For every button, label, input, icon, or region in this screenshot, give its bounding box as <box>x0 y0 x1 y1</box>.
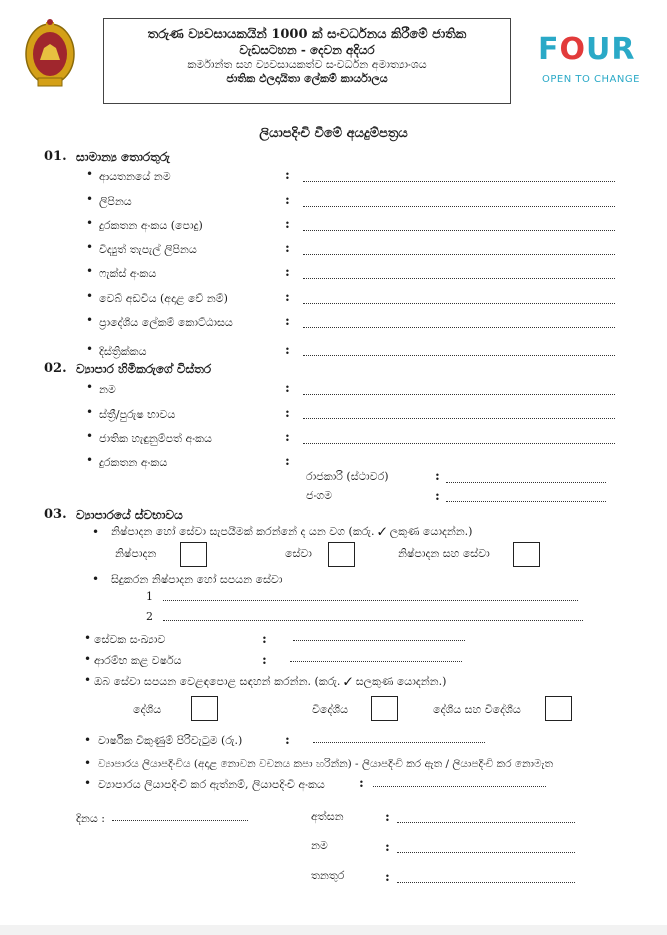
colon: : <box>285 265 290 280</box>
field-label-fax: ෆැක්ස් අංකය <box>99 267 157 280</box>
header-line-1: තරුණ ව්‍යවසායකයින් 1000 ක් සංවර්ධනය කිරීමේ ජාතික <box>147 27 467 42</box>
section-2-number: 02. <box>44 361 67 376</box>
market-local-checkbox[interactable] <box>191 696 218 721</box>
option-products-label: නිෂ්පාදන <box>115 547 157 560</box>
bullet-icon: • <box>84 756 92 770</box>
phone-office-input[interactable] <box>446 482 606 483</box>
page-bottom-strip <box>0 925 667 935</box>
field-label-owner-phone: දුරකතන අංකය <box>99 456 168 469</box>
reg-number-input[interactable] <box>373 786 546 787</box>
colon: : <box>285 430 290 445</box>
market-foreign-label: විදේශීය <box>312 703 349 716</box>
bullet-icon: • <box>84 776 92 790</box>
market-local-label: දේශීය <box>133 703 162 716</box>
product-item-1-number: 1 <box>146 590 153 603</box>
field-label-gender: ස්ත්‍රී/පුරුෂ භාවය <box>99 408 176 421</box>
reg-number-label: ව්‍යාපාරය ලියාපදිංචි කර ඇත්නම්, ලියාපදිංචි අංකය <box>98 778 325 791</box>
bullet-icon: • <box>86 405 94 419</box>
phone-mobile-label: ජංගම <box>306 489 333 502</box>
header-box <box>103 18 511 104</box>
bullet-icon: • <box>92 525 100 539</box>
turnover-label: වාර්ෂික විකුණුම් පිරිවැටුම (රු.) <box>98 734 243 747</box>
position-label: තනතුර <box>311 869 345 882</box>
phone-mobile-input[interactable] <box>446 501 606 502</box>
phone-general-input[interactable] <box>303 230 615 231</box>
section-3-number: 03. <box>44 507 67 522</box>
institution-name-input[interactable] <box>303 181 615 182</box>
section-3-title: ව්‍යාපාරයේ ස්වභාවය <box>76 508 183 522</box>
colon: : <box>385 840 390 855</box>
colon: : <box>285 217 290 232</box>
owner-name-input[interactable] <box>303 394 615 395</box>
gender-input[interactable] <box>303 418 615 419</box>
date-input[interactable] <box>112 820 248 821</box>
header-line-2: වැඩසටහන - දෙවන අදියර <box>239 43 375 57</box>
footer-name-input[interactable] <box>397 852 575 853</box>
bullet-icon: • <box>84 652 92 666</box>
q1-text: නිෂ්පාදන හෝ සේවා සැපයීමක් කරන්නේ ද යන වග (කරු. ✓ ලකුණ යොදන්න.) <box>111 525 473 538</box>
product-item-1-input[interactable] <box>163 600 578 601</box>
field-label-nic: ජාතික හැඳුනුම්පත් අංකය <box>99 432 212 445</box>
market-foreign-checkbox[interactable] <box>371 696 398 721</box>
field-label-email: විද්‍යුත් තැපැල් ලිපිනය <box>99 243 197 256</box>
field-label-phone-general: දුරකතන අංකය (පොදු) <box>99 219 203 232</box>
bullet-icon: • <box>86 216 94 230</box>
address-input[interactable] <box>303 206 615 207</box>
field-label-address: ලිපිනය <box>99 195 132 208</box>
sri-lanka-emblem <box>24 18 76 92</box>
colon: : <box>285 733 290 748</box>
colon: : <box>285 406 290 421</box>
section-2-title: ව්‍යාපාර හිමිකරුගේ විස්තර <box>76 362 212 376</box>
nic-input[interactable] <box>303 443 615 444</box>
bullet-icon: • <box>86 453 94 467</box>
q2-text: සිදුකරන නිෂ්පාදන හෝ සපයන සේවා <box>111 573 283 586</box>
bullet-icon: • <box>86 240 94 254</box>
field-label-district: දිස්ත්‍රික්කය <box>99 345 147 358</box>
colon: : <box>285 314 290 329</box>
bullet-icon: • <box>86 289 94 303</box>
field-label-institution-name: ආයතනයේ නම <box>99 170 171 183</box>
turnover-input[interactable] <box>313 742 485 743</box>
employees-label: සේවක සංඛ්‍යාව <box>94 633 166 646</box>
option-both-label: නිෂ්පාදන සහ සේවා <box>398 547 490 560</box>
colon: : <box>262 632 267 647</box>
colon: : <box>385 810 390 825</box>
date-label: දිනය : <box>76 812 105 825</box>
field-label-owner-name: නම <box>99 383 116 396</box>
section-1-number: 01. <box>44 149 67 164</box>
option-both-checkbox[interactable] <box>513 542 540 567</box>
q3-text: ඔබ සේවා සපයන වෙළඳපොළ සඳහන් කරන්න. (කරු. ✓ සලකුණ යොදන්න.) <box>94 675 447 688</box>
position-input[interactable] <box>397 882 575 883</box>
option-services-label: සේවා <box>285 547 312 560</box>
bullet-icon: • <box>92 572 100 586</box>
bullet-icon: • <box>84 673 92 687</box>
colon: : <box>435 489 440 504</box>
colon: : <box>435 469 440 484</box>
colon: : <box>285 241 290 256</box>
bullet-icon: • <box>86 167 94 181</box>
colon: : <box>285 290 290 305</box>
colon: : <box>285 381 290 396</box>
product-item-2-input[interactable] <box>163 620 583 621</box>
bullet-icon: • <box>86 342 94 356</box>
bullet-icon: • <box>86 380 94 394</box>
footer-name-label: නම <box>311 839 328 852</box>
bullet-icon: • <box>84 631 92 645</box>
header-line-4: ජාතික ඵලදායිතා ලේකම් කාර්යාලය <box>226 72 388 85</box>
website-input[interactable] <box>303 303 615 304</box>
bullet-icon: • <box>84 733 92 747</box>
section-1-title: සාමාන්‍ය තොරතුරු <box>76 150 170 164</box>
logo-tagline: OPEN TO CHANGE <box>542 74 640 85</box>
document-title: ලියාපදිංචි වීමේ අයදුම්පත්‍රය <box>259 126 408 141</box>
colon: : <box>285 454 290 469</box>
option-products-checkbox[interactable] <box>180 542 207 567</box>
bullet-icon: • <box>86 192 94 206</box>
signature-input[interactable] <box>397 822 575 823</box>
registration-text: ව්‍යාපාරය ලියාපදිංචිය (අදාළ නොවන වචනය කපා හරින්න) - ලියාපදිංචි කර ඇත / ලියාපදිංචි කර නොමැත <box>98 758 554 770</box>
market-both-checkbox[interactable] <box>545 696 572 721</box>
signature-label: අත්සන <box>311 810 344 823</box>
colon: : <box>385 870 390 885</box>
employees-input[interactable] <box>293 640 465 641</box>
bullet-icon: • <box>86 429 94 443</box>
fax-input[interactable] <box>303 278 615 279</box>
colon: : <box>285 193 290 208</box>
product-item-2-number: 2 <box>146 610 153 623</box>
option-services-checkbox[interactable] <box>328 542 355 567</box>
divisional-secretariat-input[interactable] <box>303 327 615 328</box>
start-year-input[interactable] <box>290 661 462 662</box>
four-logo <box>538 32 640 90</box>
email-input[interactable] <box>303 254 615 255</box>
logo-word: FOUR <box>538 32 636 67</box>
market-both-label: දේශීය සහ විදේශීය <box>433 703 521 716</box>
bullet-icon: • <box>86 313 94 327</box>
colon: : <box>285 168 290 183</box>
header-line-3: කර්මාන්ත සහ ව්‍යවසායකත්ව සංවර්ධන අමාත්‍යාංශය <box>187 58 427 71</box>
field-label-divisional-secretariat: ප්‍රාදේශීය ලේකම් කොට්ඨාසය <box>99 316 233 329</box>
phone-office-label: රාජකාරි (ස්ථාවර) <box>306 470 389 483</box>
colon: : <box>359 776 364 791</box>
colon: : <box>262 653 267 668</box>
district-input[interactable] <box>303 355 615 356</box>
start-year-label: ආරම්භ කළ වර්ෂය <box>94 654 182 667</box>
bullet-icon: • <box>86 264 94 278</box>
field-label-website: වෙබ් අඩවිය (අදාළ වේ නම්) <box>99 292 228 305</box>
colon: : <box>285 343 290 358</box>
